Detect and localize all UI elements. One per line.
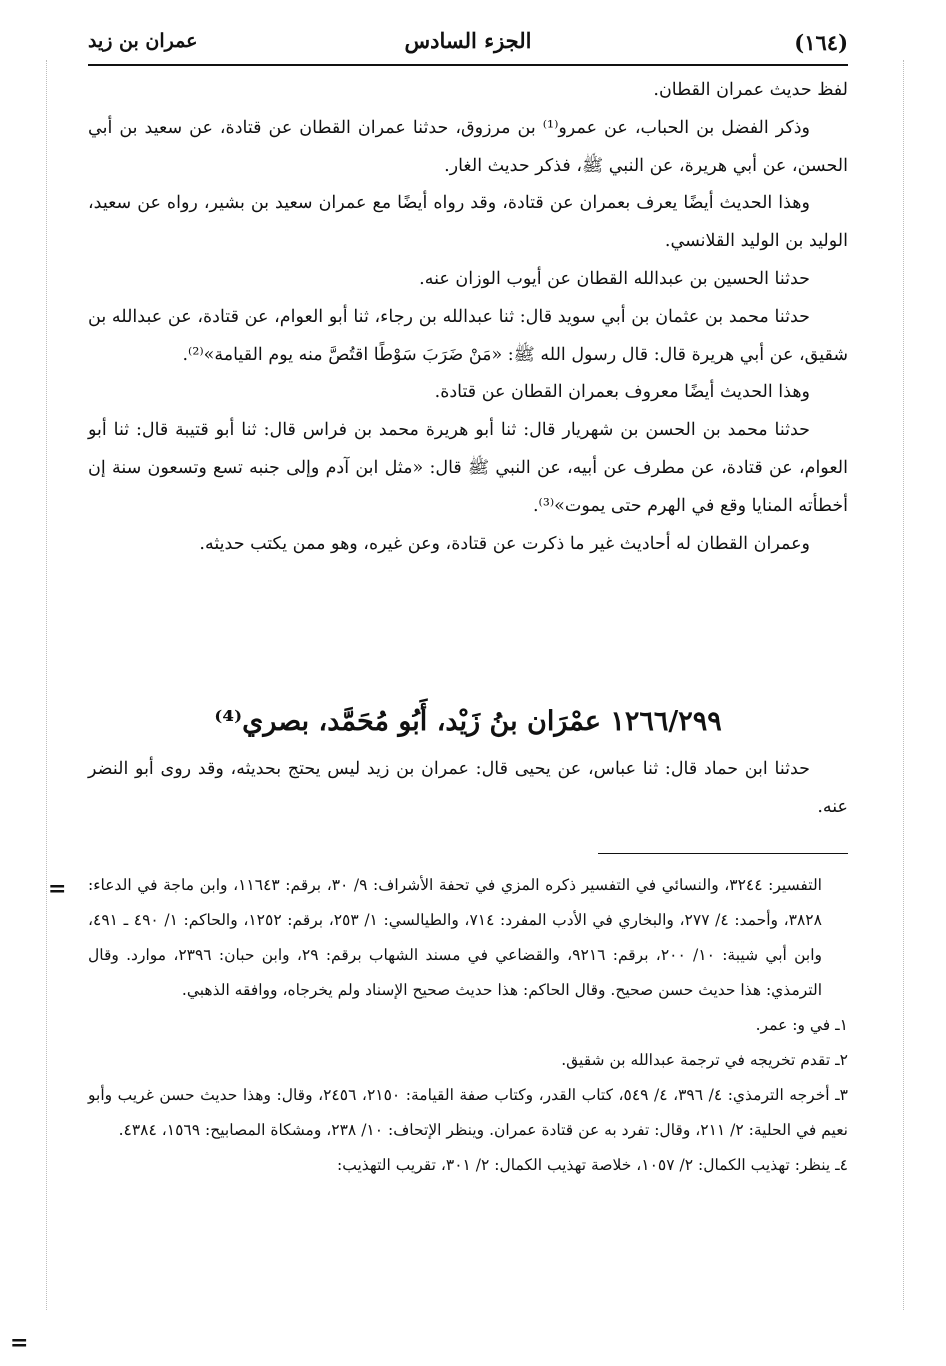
footnote-continuation: التفسير: ٣٢٤٤، والنسائي في التفسير ذكره المزي في تحفة الأشراف: ٩/ ٣٠، برقم: ١١٦٤٣، وابن ماجة في الدعاء: ٣٨٢٨، وأحمد: ٤/ ٢٧٧، والبخاري في الأدب المفرد: ٧١٤، والطيالسي: ١/ ٢٥٣، برقم: ١٢٥٢، والحاكم: ١/ ٤٩٠ ـ ٤٩١، وابن أبي شيبة: ١٠/ ٢٠٠، برقم: ٩٢١٦، والقضاعي في مسند الشهاب برقم: ٢٩، وابن حبان: ٢٣٩٦، موارد. وقال الترمذي: هذا حديث حسن صحيح. وقال الحاكم: هذا حديث صحيح الإسناد ولم يخرجاه، ووافقه الذهبي. [88, 876, 823, 999]
running-title: عمران بن زيد [88, 30, 198, 52]
footnote-4: ٤ـ ينظر: تهذيب الكمال: ٢/ ١٠٥٧، خلاصة تهذيب الكمال: ٢/ ٣٠١، تقريب التهذيب: [337, 1156, 848, 1174]
main-text [88, 72, 848, 563]
paragraph: لفظ حديث عمران القطان. [653, 80, 848, 100]
paragraph: حدثنا ابن حماد قال: ثنا عباس، عن يحيى قال: عمران بن زيد ليس يحتج بحديثه، وقد روى أبو النضر عنه. [88, 759, 848, 817]
continuation-mark: = [48, 876, 67, 902]
paragraph: وهذا الحديث أيضًا معروف بعمران القطان عن قتادة. [434, 382, 810, 403]
paragraph: وهذا الحديث أيضًا يعرف بعمران عن قتادة، وقد رواه أيضًا مع عمران سعيد بن بشير، رواه عن سعيد، الوليد بن الوليد القلانسي. [88, 193, 848, 252]
footnotes [88, 868, 848, 1183]
footnote-1: ١ـ في و: عمر. [755, 1016, 848, 1034]
part-title: الجزء السادس [404, 28, 532, 53]
margin-rule-dotted [903, 60, 904, 1310]
paragraph: حدثنا محمد بن الحسن بن شهريار قال: ثنا أبو هريرة محمد بن فراس قال: ثنا أبو قتيبة قال: ثنا أبو العوام، عن قتادة، عن مطرف عن أبيه، عن النبي ﷺ قال: «مثل ابن آدم وإلى جنبه تسع وتسعون سنة إن أخطأته المنايا وقع في الهرم حتى يموت»⁽³⁾. [88, 420, 848, 516]
footnote-2: ٢ـ تقدم تخريجه في ترجمة عبدالله بن شقيق. [561, 1051, 848, 1069]
biography-heading: ١٢٦٦/٢٩٩ عمْرَان بنُ زَيْد، أَبُو مُحَمَّد، بصري⁽⁴⁾ [214, 706, 722, 737]
paragraph: حدثنا محمد بن عثمان بن أبي سويد قال: ثنا عبدالله بن رجاء، ثنا أبو العوام، عن قتادة، عن عبدالله بن شقيق، عن أبي هريرة قال: قال رسول الله ﷺ: «مَنْ ضَرَبَ سَوْطًا اقتُصَّ منه يوم القيامة»⁽²⁾. [88, 306, 848, 365]
paragraph: وعمران القطان له أحاديث غير ما ذكرت عن قتادة، وعن غيره، وهو ممن يكتب حديثه. [199, 533, 810, 554]
page-number: (١٦٤) [794, 30, 848, 55]
paragraph: حدثنا الحسين بن عبدالله القطان عن أيوب الوزان عنه. [419, 268, 810, 289]
book-page [10, 24, 848, 1356]
footnote-separator [598, 853, 848, 854]
margin-rule-dotted [46, 60, 47, 1310]
running-header [88, 24, 848, 66]
biography-text [88, 750, 848, 826]
paragraph: وذكر الفضل بن الحباب، عن عمرو⁽¹⁾ بن مرزوق، حدثنا عمران القطان عن قتادة، عن سعيد بن أبي الحسن، عن أبي هريرة، عن النبي ﷺ، فذكر حديث الغار. [88, 117, 848, 176]
footnote-3: ٣ـ أخرجه الترمذي: ٤/ ٣٩٦، ٤/ ٥٤٩، كتاب القدر، وكتاب صفة القيامة: ٢١٥٠، ٢٤٥٦، وقال: وهذا حديث حسن غريب وأبو نعيم في الحلية: ٢/ ٢١١، وقال: تفرد به عن قتادة عمران. وينظر الإتحاف: ١٠/ ٢٣٨، ومشكاة المصابيح: ١٥٦٩، ٤٣٨٤. [88, 1086, 848, 1139]
next-page-mark: = [10, 1330, 29, 1356]
